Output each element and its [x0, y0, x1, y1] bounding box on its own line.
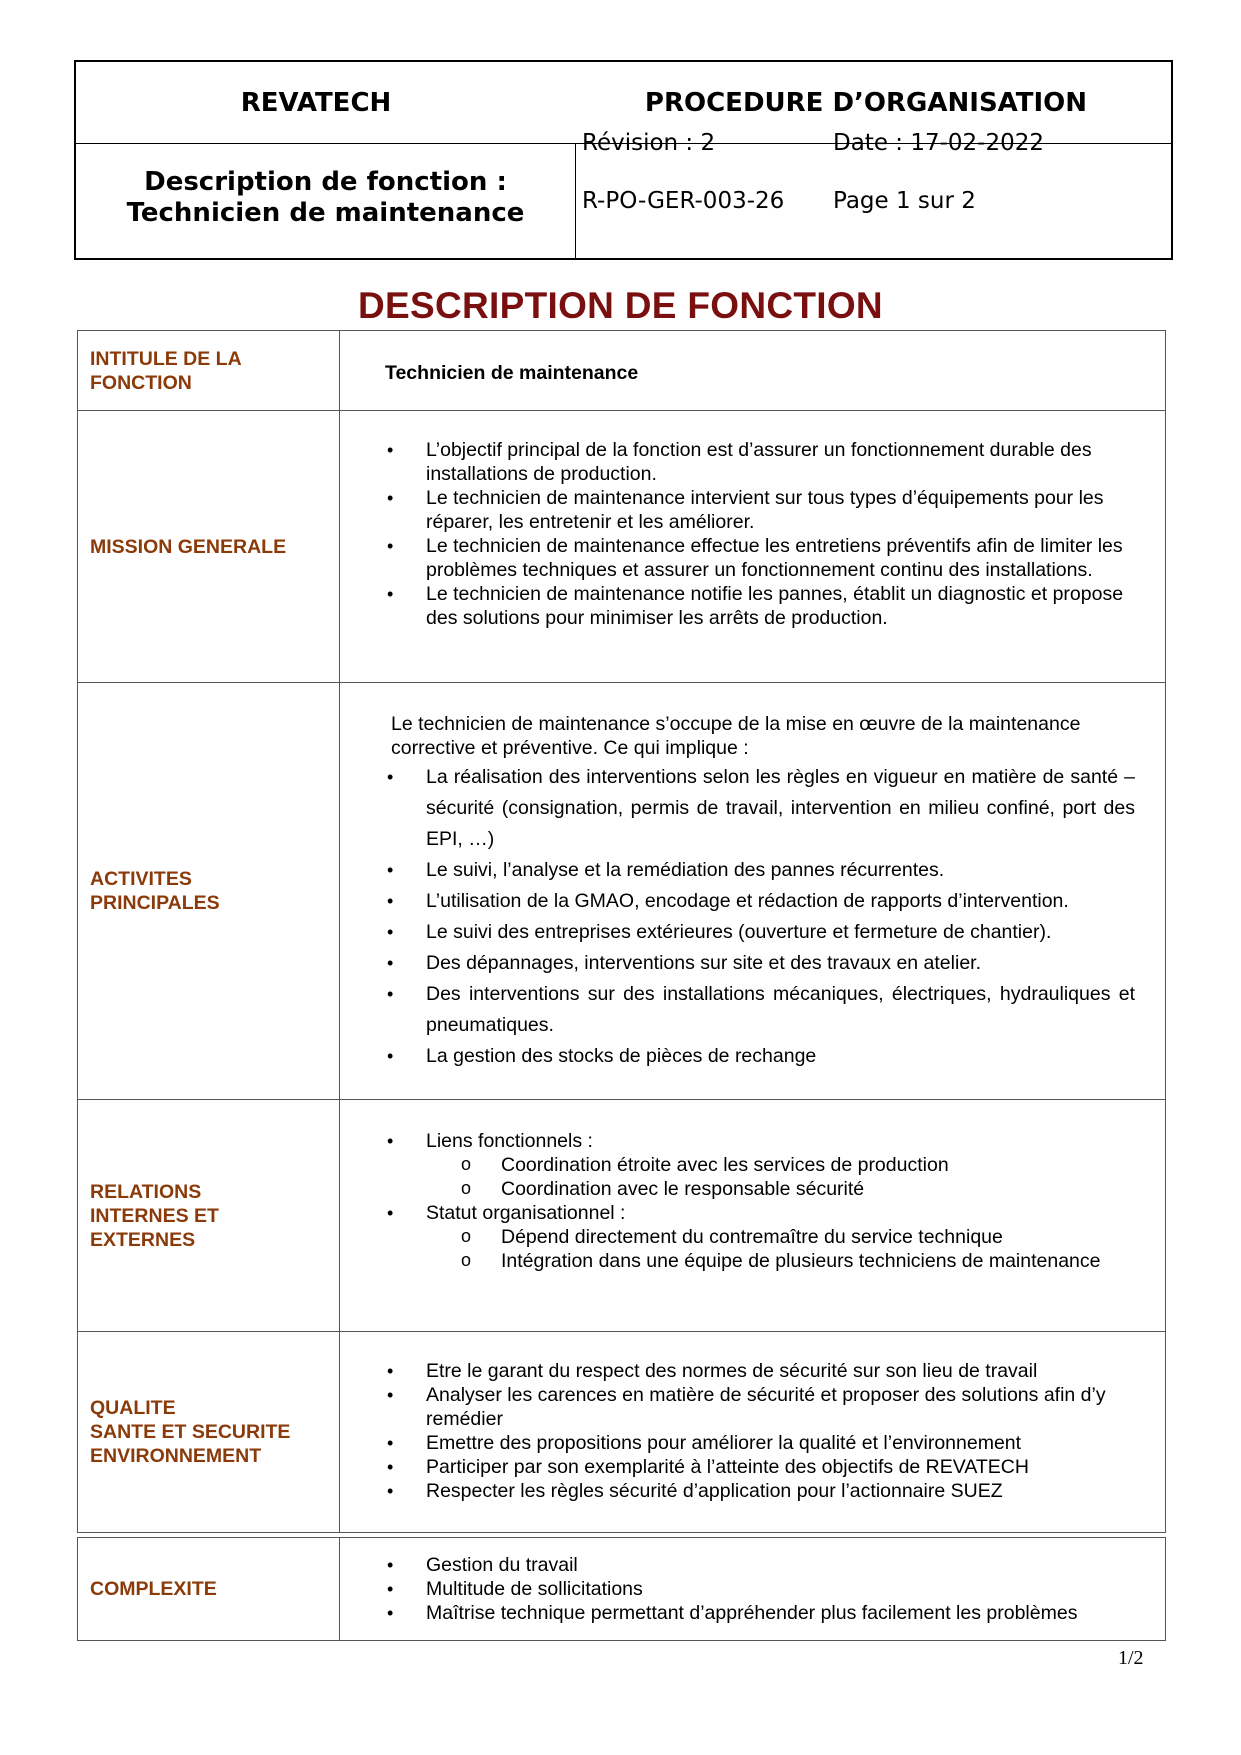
- label-activites: [78, 683, 340, 1099]
- sub-list-item: o Coordination avec le responsable sécurité: [341, 1177, 1165, 1201]
- qualite-list: [341, 1359, 1165, 1503]
- list-item: • Participer par son exemplarité à l’atteinte des objectifs de REVATECH: [341, 1455, 1165, 1479]
- activites-list: [341, 762, 1165, 1072]
- label-intitule-line2: FONCTION: [90, 371, 192, 394]
- header-doc-title-line1: Description de fonction :: [144, 167, 507, 197]
- procedure-type: PROCEDURE D’ORGANISATION: [644, 88, 1088, 118]
- revision-field: Révision : 2: [582, 130, 716, 156]
- label-qualite-line1: QUALITE: [90, 1397, 176, 1419]
- reference-field: R-PO-GER-003-26: [582, 188, 785, 214]
- list-item: • Le suivi, l’analyse et la remédiation des pannes récurrentes.: [341, 855, 1165, 886]
- label-mission: MISSION GENERALE: [78, 411, 340, 682]
- label-qualite-line2: SANTE ET SECURITE: [90, 1421, 291, 1443]
- label-intitule: [78, 331, 340, 410]
- sub-list-item: o Intégration dans une équipe de plusieurs techniciens de maintenance: [341, 1249, 1165, 1273]
- document-header: [74, 60, 1173, 260]
- label-activites-line2: PRINCIPALES: [90, 892, 220, 914]
- row-complexite: [78, 1538, 1165, 1640]
- header-doc-title-line2: Technicien de maintenance: [126, 198, 525, 228]
- list-item: • Gestion du travail: [341, 1553, 1165, 1577]
- row-mission: [78, 411, 1165, 683]
- activites-intro: Le technicien de maintenance s’occupe de la mise en œuvre de la maintenance corrective et préventive. Ce qui implique :: [391, 713, 1081, 759]
- list-item: • L’utilisation de la GMAO, encodage et rédaction de rapports d’intervention.: [341, 886, 1165, 917]
- row-qualite: [78, 1332, 1165, 1532]
- date-field: Date : 17-02-2022: [833, 130, 1045, 156]
- list-item: • Liens fonctionnels :: [341, 1129, 1165, 1153]
- complexity-table: [77, 1537, 1166, 1641]
- label-qualite-line3: ENVIRONNEMENT: [90, 1445, 262, 1467]
- function-title-value: Technicien de maintenance: [385, 362, 639, 384]
- list-item: • Le technicien de maintenance notifie les pannes, établit un diagnostic et propose des solutions pour minimiser les arrêts de production.: [341, 582, 1165, 630]
- list-item: • Analyser les carences en matière de sécurité et proposer des solutions afin d’y remédier: [341, 1383, 1165, 1431]
- content-relations: [341, 1100, 1165, 1331]
- list-item: • L’objectif principal de la fonction est d’assurer un fonctionnement durable des installations de production.: [341, 438, 1165, 486]
- label-relations-line1: RELATIONS: [90, 1180, 202, 1203]
- list-item: • Multitude de sollicitations: [341, 1577, 1165, 1601]
- list-item: • Le suivi des entreprises extérieures (ouverture et fermeture de chantier).: [341, 917, 1165, 948]
- sub-list-item: o Dépend directement du contremaître du service technique: [341, 1225, 1165, 1249]
- content-qualite: [341, 1332, 1165, 1532]
- page-title: DESCRIPTION DE FONCTION: [358, 285, 883, 326]
- relations-list: [341, 1129, 1165, 1273]
- sub-list-item: o Coordination étroite avec les services de production: [341, 1153, 1165, 1177]
- label-relations: [78, 1100, 340, 1331]
- page-number: 1/2: [1118, 1647, 1144, 1669]
- content-mission: [341, 411, 1165, 682]
- label-relations-line3: EXTERNES: [90, 1228, 196, 1251]
- content-intitule: [341, 331, 1165, 410]
- label-qualite: [78, 1332, 340, 1532]
- content-activites: [341, 683, 1165, 1099]
- list-item: • Statut organisationnel :: [341, 1201, 1165, 1225]
- list-item: • Emettre des propositions pour améliorer la qualité et l’environnement: [341, 1431, 1165, 1455]
- list-item: • La gestion des stocks de pièces de rechange: [341, 1041, 1165, 1072]
- list-item: • Etre le garant du respect des normes de sécurité sur son lieu de travail: [341, 1359, 1165, 1383]
- complexite-list: [341, 1553, 1165, 1625]
- list-item: • Maîtrise technique permettant d’appréhender plus facilement les problèmes: [341, 1601, 1165, 1625]
- label-relations-line2: INTERNES ET: [90, 1204, 219, 1227]
- row-activites: [78, 683, 1165, 1100]
- list-item: • Le technicien de maintenance intervient sur tous types d’équipements pour les réparer, les entretenir et les améliorer.: [341, 486, 1165, 534]
- list-item: • Des dépannages, interventions sur site et des travaux en atelier.: [341, 948, 1165, 979]
- label-intitule-line1: INTITULE DE LA: [90, 347, 242, 370]
- function-table: [77, 330, 1166, 1533]
- header-doc-title: [76, 144, 576, 258]
- list-item: • Le technicien de maintenance effectue les entretiens préventifs afin de limiter les problèmes techniques et assurer un fonctionnement continu des installations.: [341, 534, 1165, 582]
- page-field: Page 1 sur 2: [833, 188, 976, 214]
- label-activites-line1: ACTIVITES: [90, 868, 192, 890]
- row-relations: [78, 1100, 1165, 1332]
- list-item: • La réalisation des interventions selon les règles en vigueur en matière de santé – sécurité (consignation, permis de travail, intervention en milieu confiné, port des EPI, …): [341, 762, 1165, 855]
- row-intitule: [78, 331, 1165, 411]
- list-item: • Des interventions sur des installations mécaniques, électriques, hydrauliques et pneumatiques.: [341, 979, 1165, 1041]
- content-complexite: [341, 1538, 1165, 1640]
- label-complexite: COMPLEXITE: [78, 1538, 340, 1640]
- company-name: REVATECH: [240, 88, 392, 118]
- list-item: • Respecter les règles sécurité d’application pour l’actionnaire SUEZ: [341, 1479, 1165, 1503]
- mission-list: [341, 438, 1165, 630]
